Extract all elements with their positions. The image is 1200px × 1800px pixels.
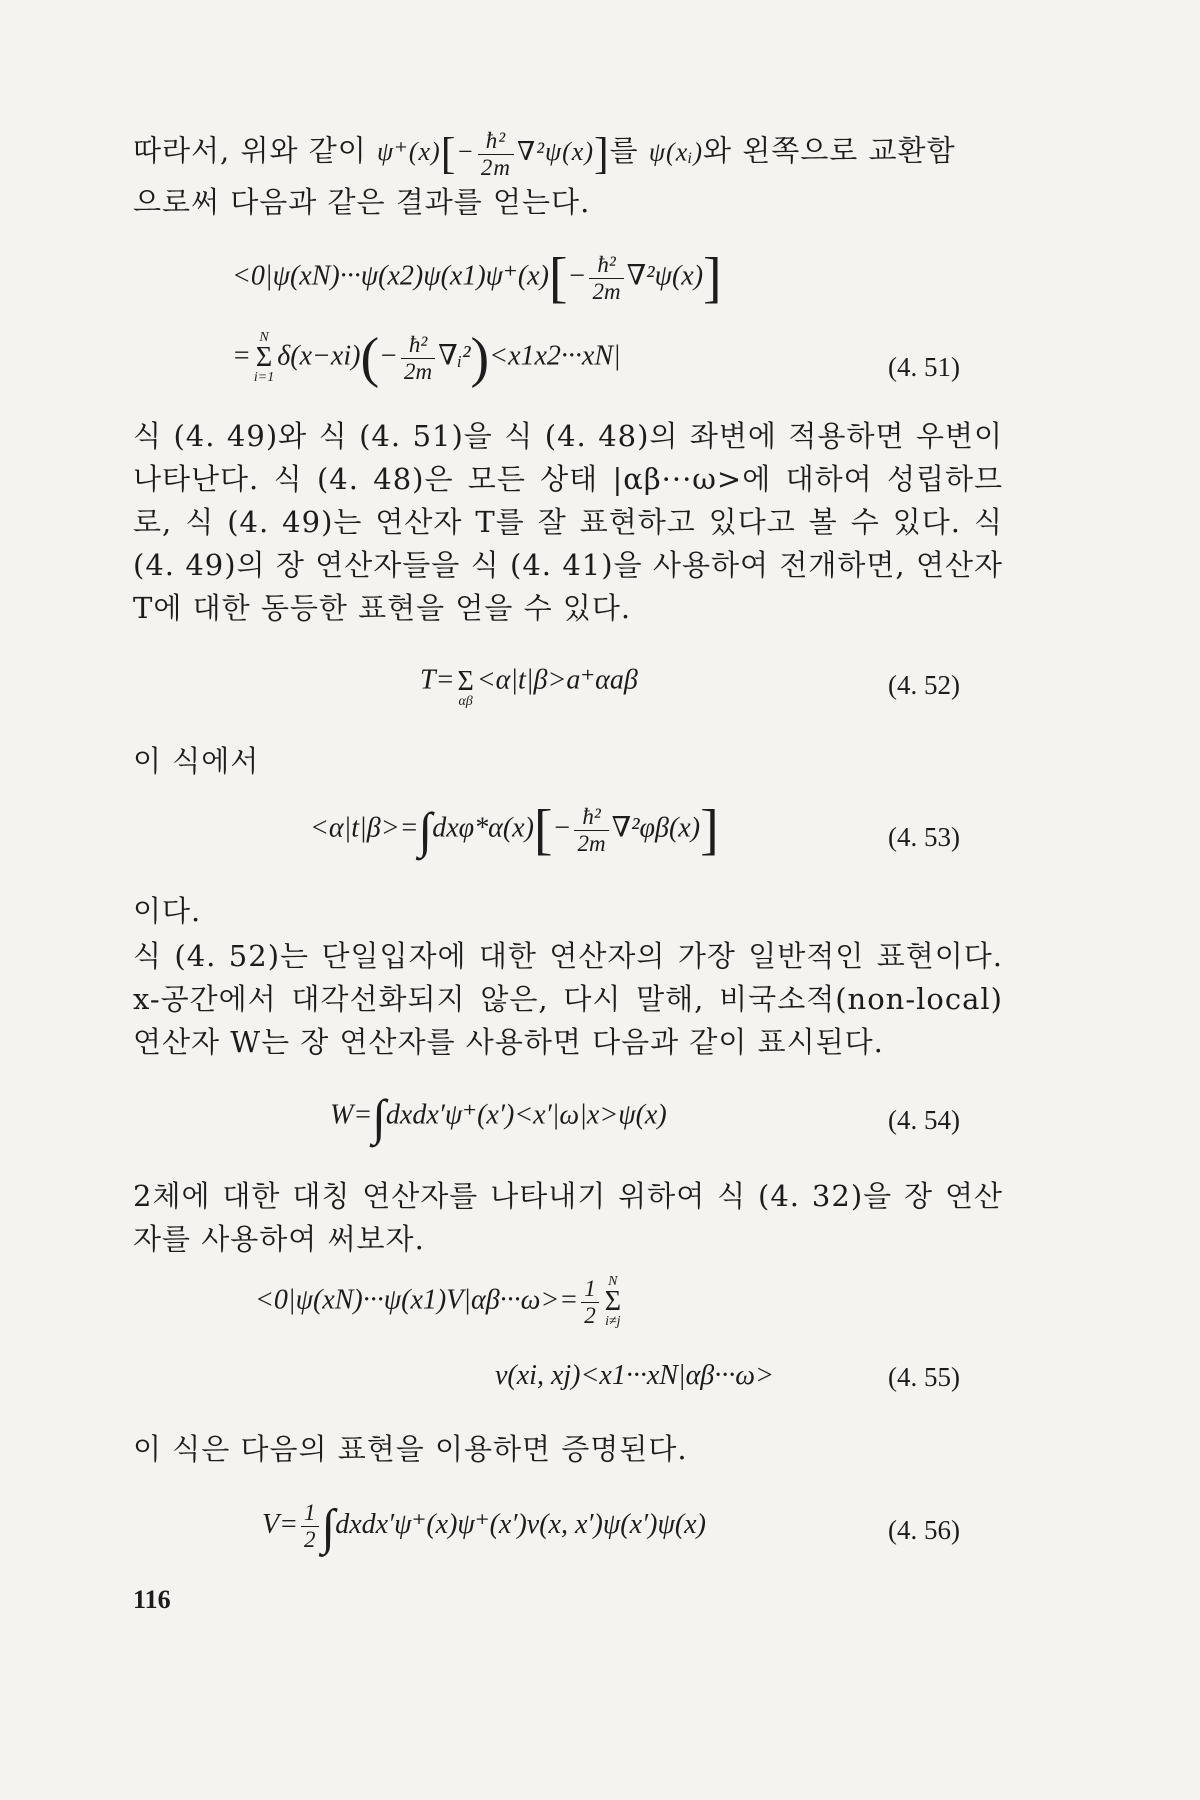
equation-number-4-52: (4. 52): [888, 670, 960, 700]
equation-4-55-line2: v(xi, xj)<x1···xN|αβ···ω>: [495, 1360, 774, 1391]
equation-4-53: <α|t|β>=∫dxφ*α(x)[− $\frac{\text{ħ²}}{2m}$ ∇²φβ(x)]: [310, 799, 719, 861]
paragraph-intro-line1: 따라서, 위와 같이 ψ⁺(x)[− $\frac{\text{ħ²}}{2m}$ ∇²ψ(x)]를 ψ(xᵢ)와 왼쪽으로 교환함: [133, 128, 956, 180]
paragraph-operator-t: 식 (4. 49)와 식 (4. 51)을 식 (4. 48)의 좌변에 적용하면 우변이 나타난다. 식 (4. 48)은 모든 상태 |αβ···ω>에 대하여 성립하므로, 식 (4. 49)는 연산자 T를 잘 표현하고 있다고 볼 수 있다. 식 (4. 49)의 장 연산자들을 식 (4. 41)을 사용하여 전개하면, 연산자 T에 대한 동등한 표현을 얻을 수 있다.: [133, 419, 1003, 625]
equation-number-4-54: (4. 54): [888, 1105, 960, 1135]
equation-4-54: W=∫dxdx′ψ⁺(x′)<x′|ω|x>ψ(x): [330, 1089, 667, 1145]
equation-4-52: T= Σ αβ <α|t|β>a⁺αaβ: [420, 664, 638, 709]
page-number: 116: [133, 1585, 171, 1614]
equation-4-51-line2: = N Σ i=1 δ(x−xi)(− $\frac{\text{ħ²}}{2m}$ ∇ᵢ²)<x1x2···xN|: [232, 327, 621, 389]
equation-number-4-56: (4. 56): [888, 1515, 960, 1545]
paragraph-intro: [133, 128, 1003, 224]
paragraph-is: 이다.: [133, 894, 202, 928]
equation-number-4-53: (4. 53): [888, 822, 960, 852]
paragraph-proof: 이 식은 다음의 표현을 이용하면 증명된다.: [133, 1432, 688, 1466]
paragraph-nonlocal: 식 (4. 52)는 단일입자에 대한 연산자의 가장 일반적인 표현이다. x-공간에서 대각선화되지 않은, 다시 말해, 비국소적(non-local) 연산자 W는 장 연산자를 사용하면 다음과 같이 표시된다.: [133, 939, 1003, 1059]
paragraph-two-body: 2체에 대한 대칭 연산자를 나타내기 위하여 식 (4. 32)을 장 연산자를 사용하여 써보자.: [133, 1179, 1003, 1256]
equation-4-55-line1: <0|ψ(xN)···ψ(x1)V|αβ···ω>= $\frac{1}{2}$ N Σ i≠j: [255, 1274, 621, 1329]
equation-4-51-line1: <0|ψ(xN)···ψ(x2)ψ(x1)ψ⁺(x)[− $\frac{\text{ħ²}}{2m}$ ∇²ψ(x)]: [232, 247, 722, 309]
equation-number-4-51: (4. 51): [888, 352, 960, 382]
equation-number-4-55: (4. 55): [888, 1362, 960, 1392]
paragraph-intro-line2: 으로써 다음과 같은 결과를 얻는다.: [133, 185, 591, 219]
inline-formula: ψ⁺(x)[− $\frac{\text{ħ²}}{2m}$ ∇²ψ(x)]: [376, 128, 610, 180]
paragraph-in-this-eq: 이 식에서: [133, 744, 260, 778]
equation-4-56: V= $\frac{1}{2}$ ∫dxdx′ψ⁺(x)ψ⁺(x′)v(x, x′)ψ(x′)ψ(x): [262, 1498, 706, 1555]
